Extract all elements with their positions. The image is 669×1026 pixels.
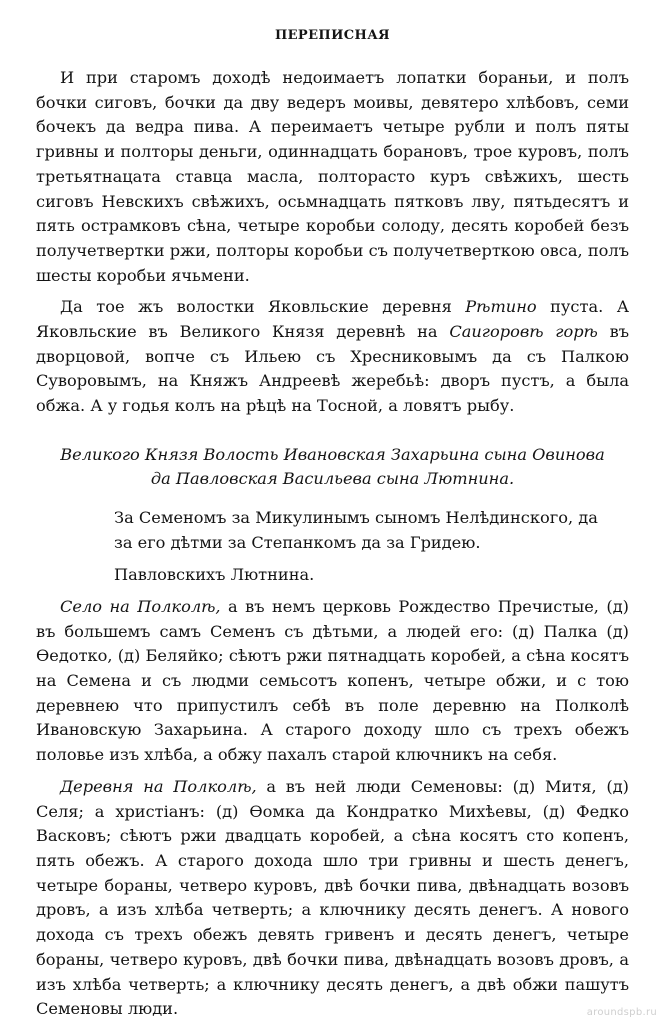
owner-heading-line2: за его дѣтми за Степанкомъ да за Гридею. bbox=[114, 532, 481, 552]
paragraph-yakovlskie bbox=[36, 295, 629, 419]
paragraph-yakovlskie-part3: въ дворцовой, вопче съ Ильею съ Хресниковымъ да съ Палкою Суворовымъ, на Княжъ Андреевѣ жеребьѣ: дворъ пустъ, а была обжа. А у годья колъ на рѣцѣ на Тосной, а ловятъ рыбу. bbox=[36, 322, 629, 416]
paragraph-selo-polkol bbox=[36, 595, 629, 768]
derevnya-polkol-text: а въ ней люди Семеновы: (д) Митя, (д) Селя; а христіанъ: (д) Ѳомка да Кондратко Михѣевы, (д) Федко Васковъ; сѣютъ ржи двадцать коробей, а сѣна косятъ сто копенъ, пять обежъ. А старого дохода шло три гривны и шесть денегъ, четыре бораны, четверо куровъ, двѣ бочки пива, двѣнадцать возовъ дровъ, а изъ хлѣба четверть; а ключнику десять денегъ. А нового дохода съ трехъ обежъ девять гривенъ и десять денегъ, четыре бораны, четверо куровъ, двѣ бочки пива, двѣнадцать возовъ дровъ, а изъ хлѣба четверть; а ключнику десять денегъ, а двѣ обжи пашутъ Семеновы люди. bbox=[36, 776, 629, 1019]
paragraph-yakovlskie-part2: пуста. А Яковльские въ Великого Князя деревнѣ на bbox=[36, 297, 629, 342]
derevnya-polkol-title: Деревня на Полколѣ, bbox=[60, 776, 257, 796]
section-heading-line1: Великого Князя Волость Ивановская Захарьина сына Овинова bbox=[60, 444, 605, 464]
selo-polkol-title: Село на Полколѣ, bbox=[60, 596, 221, 616]
running-title: ПЕРЕПИСНАЯ bbox=[274, 28, 391, 43]
selo-polkol-text: а въ немъ церковь Рождество Пречистые, (д) въ большемъ самъ Семенъ съ дѣтьми, а людей его: (д) Палка (д) Ѳедотко, (д) Беляйко; сѣютъ ржи пятнадцать коробей, а сѣна косятъ на Семена и съ людми семьсотъ копенъ, четыре обжи, и с тою деревнею что припустилъ себѣ въ поле деревню на Полколѣ Ивановскую Захарьина. А старого доходу шло съ трехъ обежъ половье изъ хлѣба, а обжу пахалъ старой ключникъ на себя. bbox=[36, 596, 629, 765]
section-heading bbox=[36, 443, 629, 491]
section-heading-line2: да Павловская Васильева сына Лютнина. bbox=[150, 468, 515, 488]
paragraph-income: И при старомъ доходѣ недоимаетъ лопатки бораньи, и полъ бочки сиговъ, бочки да дву ведеръ моивы, девятеро хлѣбовъ, семи бочекъ да ведра пива. А переимаетъ четыре рубли и полъ пяты гривны и полторы деньги, одиннадцать борановъ, трое куровъ, полъ третьятнацата ставца масла, полторасто куръ свѣжихъ, шесть сиговъ Невскихъ свѣжихъ, осьмнадцать пятковъ лву, пятьдесятъ и пять острамковъ сѣна, четыре коробьи солоду, десять коробей безъ получетвертки ржи, полторы коробьи съ получетверткою овса, полъ шесты коробьи ячьмени. bbox=[36, 68, 629, 285]
site-watermark: aroundspb.ru bbox=[586, 1007, 657, 1018]
village-name-retino: Рѣтино bbox=[465, 297, 537, 317]
owner-heading-line1: За Семеномъ за Микулинымъ сыномъ Нелѣдинского, да bbox=[114, 507, 598, 527]
paragraph-yakovlskie-part1: Да тое жъ волостки Яковльские деревня bbox=[60, 297, 466, 317]
owner-heading bbox=[114, 506, 629, 555]
paragraph-derevnya-polkol bbox=[36, 775, 629, 1022]
place-name-saigorov: Саигоровѣ горѣ bbox=[449, 322, 598, 342]
owner-line: Павловскихъ Лютнина. bbox=[114, 565, 315, 585]
